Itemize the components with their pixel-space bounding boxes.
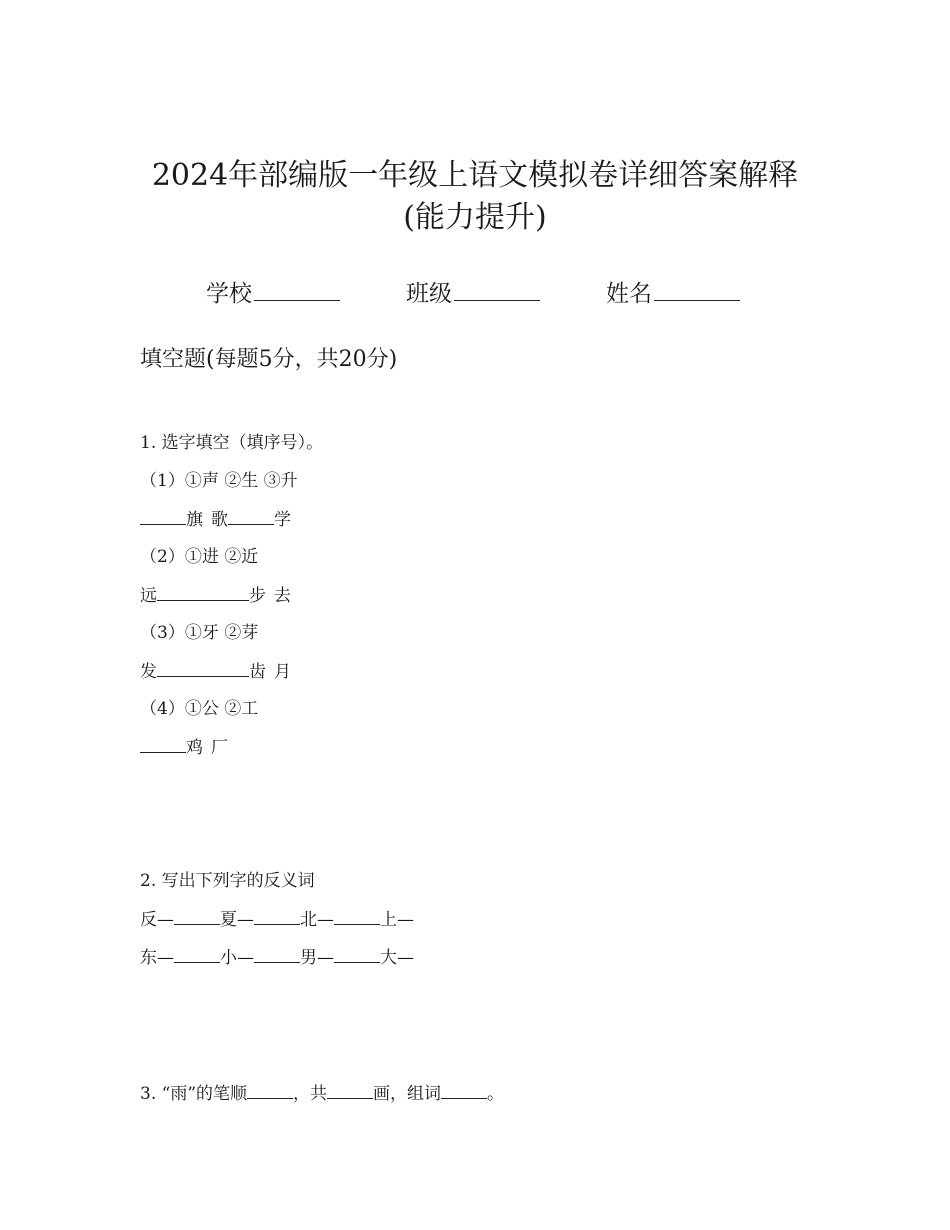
q2-item: 东— (140, 948, 174, 968)
section-title: 填空题(每题5分，共20分) (140, 347, 398, 372)
name-field (606, 276, 740, 311)
class-field (406, 276, 540, 311)
q3-suffix: 。 (487, 1084, 505, 1104)
class-label: 班级 (406, 281, 452, 307)
answer-blank[interactable] (334, 906, 380, 925)
answer-blank[interactable] (174, 906, 220, 925)
school-blank[interactable] (254, 276, 340, 301)
answer-blank[interactable] (157, 658, 249, 677)
name-blank[interactable] (654, 276, 740, 301)
q2-item: 夏— (220, 910, 254, 930)
q1-p2-prefix: 远 (140, 586, 157, 606)
q2-item: 小— (220, 948, 254, 968)
school-label: 学校 (206, 281, 252, 307)
q2-item: 大— (380, 948, 414, 968)
q1-p2-word-1: 步 (249, 586, 266, 606)
name-label: 姓名 (606, 281, 652, 307)
q1-part3-options: （3）①牙 ②芽 (140, 623, 259, 643)
answer-blank[interactable] (254, 906, 300, 925)
answer-blank[interactable] (157, 582, 249, 601)
q1-part2-options: （2）①进 ②近 (140, 547, 259, 567)
q1-stem: 1. 选字填空（填序号）。 (140, 433, 324, 453)
q1-p3-word-2: 月 (274, 662, 291, 682)
answer-blank[interactable] (327, 1080, 373, 1099)
q3-mid-2: 画，组词 (373, 1084, 442, 1104)
q2-stem: 2. 写出下列字的反义词 (140, 871, 315, 891)
q3-line (140, 1080, 504, 1107)
q1-part3-answer-line (140, 658, 291, 685)
q1-part1-options: （1）①声 ②生 ③升 (140, 471, 298, 491)
q1-p1-word-2: 歌 (211, 510, 228, 530)
q1-part4-options: （4）①公 ②工 (140, 699, 259, 719)
answer-blank[interactable] (140, 734, 186, 753)
q2-item: 反— (140, 910, 174, 930)
answer-blank[interactable] (140, 506, 186, 525)
answer-blank[interactable] (334, 944, 380, 963)
q1-part4-answer-line (140, 734, 228, 761)
q1-p3-prefix: 发 (140, 662, 157, 682)
q1-p1-word-1: 旗 (186, 510, 203, 530)
school-field (206, 276, 340, 311)
page-subtitle: (能力提升) (403, 200, 547, 235)
answer-blank[interactable] (254, 944, 300, 963)
page-title: 2024年部编版一年级上语文模拟卷详细答案解释 (151, 158, 799, 193)
student-info-row (0, 276, 950, 312)
answer-blank[interactable] (247, 1080, 293, 1099)
q1-p4-word-2: 厂 (211, 738, 228, 758)
q1-p2-word-2: 去 (274, 586, 291, 606)
q1-p4-word-1: 鸡 (186, 738, 203, 758)
q3-prefix: 3. “雨”的笔顺 (140, 1084, 248, 1104)
q3-mid-1: ，共 (293, 1084, 328, 1104)
answer-blank[interactable] (441, 1080, 487, 1099)
class-blank[interactable] (454, 276, 540, 301)
q2-item: 男— (300, 948, 334, 968)
q1-p3-word-1: 齿 (249, 662, 266, 682)
q1-p1-word-3: 学 (274, 510, 291, 530)
q2-item: 上— (380, 910, 414, 930)
answer-blank[interactable] (174, 944, 220, 963)
q1-part1-answer-line (140, 506, 291, 533)
q1-part2-answer-line (140, 582, 291, 609)
answer-blank[interactable] (228, 506, 274, 525)
q2-item: 北— (300, 910, 334, 930)
q2-row-1 (140, 906, 414, 933)
q2-row-2 (140, 944, 414, 971)
